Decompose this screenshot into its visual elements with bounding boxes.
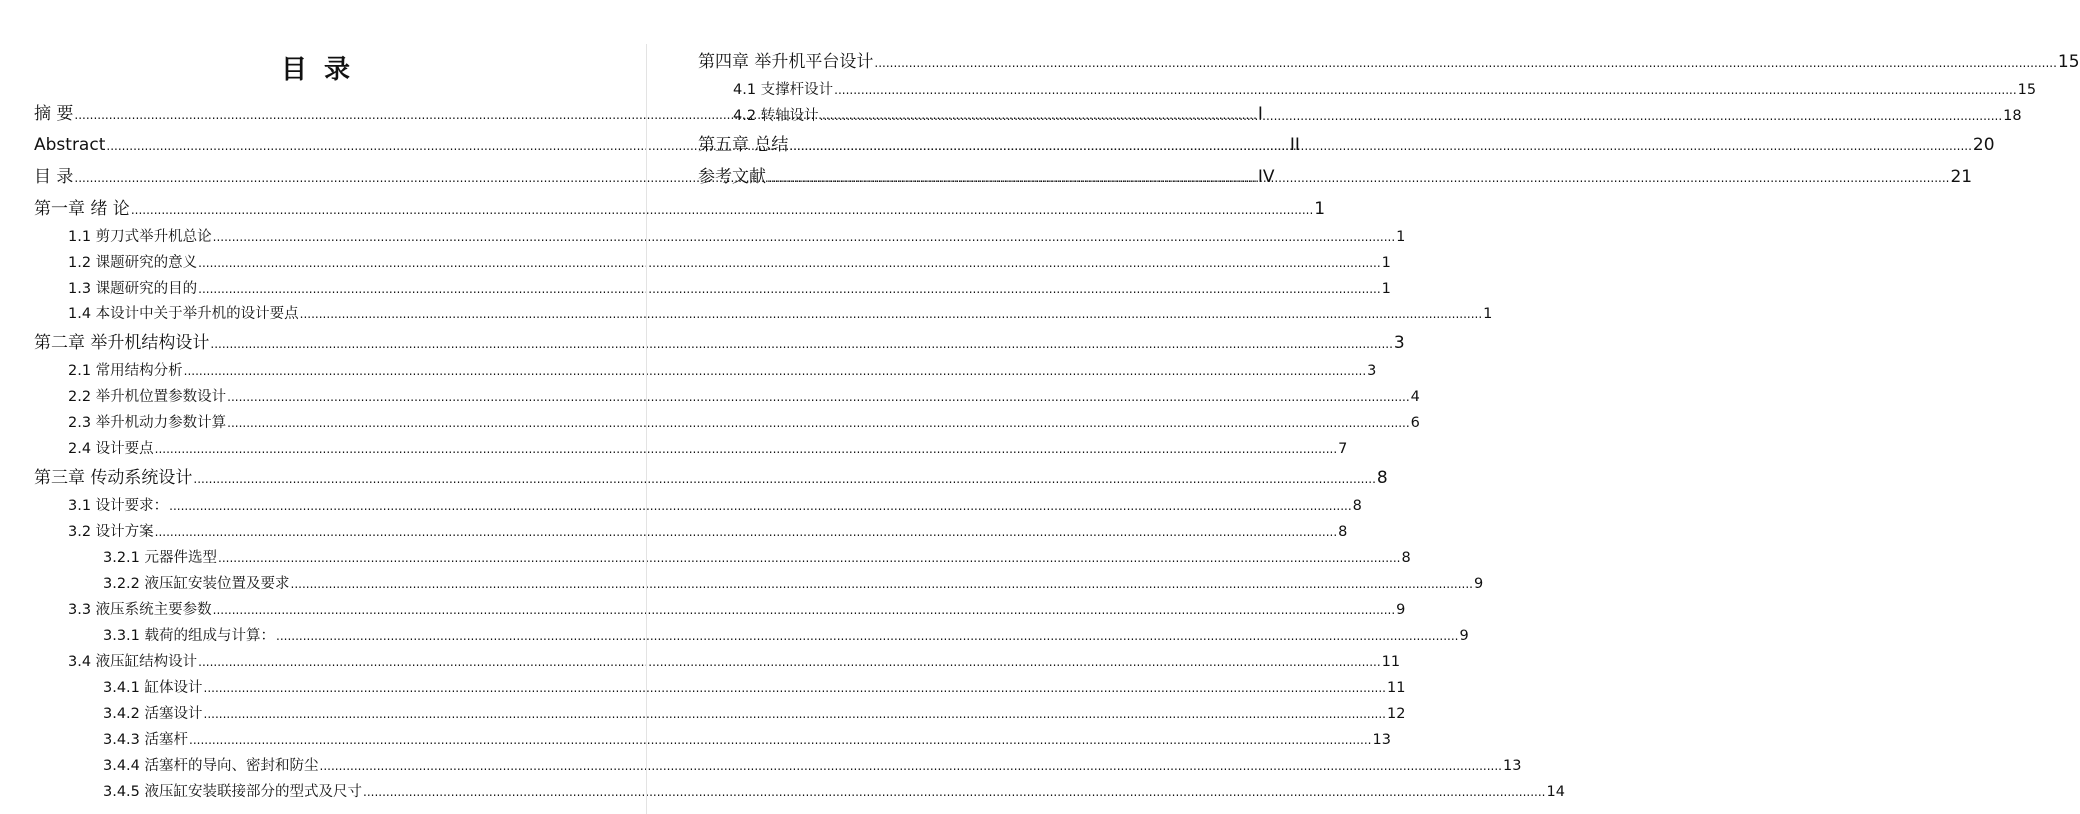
toc-entry-label: 3.3 液压系统主要参数 (68, 602, 212, 618)
toc-entry-label: 第一章 绪 论 (34, 199, 130, 219)
toc-entry-page: 3 (1367, 363, 1377, 379)
toc-entry-label: 3.2 设计方案 (68, 524, 154, 540)
dot-leader (834, 80, 2016, 100)
toc-entry-3-4-5[interactable] (103, 782, 1565, 802)
toc-entry-label: 4.2 转轴设计 (733, 108, 819, 124)
toc-entry-page: 9 (1474, 576, 1484, 592)
toc-entry-label: 2.3 举升机动力参数计算 (68, 415, 227, 431)
page-divider (646, 44, 647, 814)
toc-entry-label: 第五章 总结 (698, 135, 789, 155)
toc-entry-3-4-1[interactable] (103, 678, 1406, 698)
toc-entry-page: 14 (1546, 784, 1565, 800)
toc-entry-1-1[interactable] (68, 227, 1406, 247)
dot-leader (767, 167, 1949, 189)
toc-entry-page: 1 (1483, 306, 1493, 322)
toc-entry-3-1[interactable] (68, 496, 1362, 516)
toc-entry-2-3[interactable] (68, 413, 1420, 433)
toc-entry-label: 第三章 传动系统设计 (34, 468, 193, 488)
dot-leader (789, 135, 1971, 157)
toc-entry-label: 3.1 设计要求： (68, 498, 169, 514)
toc-entry-4-2[interactable] (733, 106, 2022, 126)
toc-entry-chapter-1[interactable] (34, 198, 1326, 221)
toc-entry-label: 3.4.2 活塞设计 (103, 706, 203, 722)
toc-entry-label: 摘 要 (34, 104, 74, 124)
toc-entry-label: 3.4.5 液压缸安装联接部分的型式及尺寸 (103, 784, 363, 800)
toc-entry-3-2-2[interactable] (103, 574, 1484, 594)
toc-entry-page: 18 (2003, 108, 2022, 124)
toc-entry-chapter-3[interactable] (34, 467, 1388, 490)
toc-entry-label: 参考文献 (698, 167, 766, 187)
toc-entry-page: 13 (1372, 732, 1391, 748)
toc-entry-3-3-1[interactable] (103, 626, 1469, 646)
toc-entry-label: 3.2.2 液压缸安装位置及要求 (103, 576, 290, 592)
toc-entry-label: 1.3 课题研究的目的 (68, 281, 198, 297)
toc-entry-page: 12 (1387, 706, 1406, 722)
toc-entry-page: 6 (1410, 415, 1420, 431)
toc-entry-label: 第四章 举升机平台设计 (698, 52, 874, 72)
toc-entry-label: 2.4 设计要点 (68, 441, 154, 457)
toc-entry-label: 2.1 常用结构分析 (68, 363, 183, 379)
toc-entry-page: 11 (1387, 680, 1406, 696)
toc-entry-label: 1.1 剪刀式举升机总论 (68, 229, 212, 245)
toc-entry-label: 3.4.4 活塞杆的导向、密封和防尘 (103, 758, 319, 774)
toc-entry-page: 7 (1338, 441, 1348, 457)
toc-entry-page: 9 (1396, 602, 1406, 618)
toc-entry-page: 21 (1950, 167, 1973, 187)
toc-entry-page: 1 (1381, 281, 1391, 297)
toc-entry-page: I (1257, 104, 1263, 124)
toc-entry-label: Abstract (34, 135, 106, 155)
toc-entry-label: 1.2 课题研究的意义 (68, 255, 198, 271)
toc-entry-4-1[interactable] (733, 80, 2037, 100)
dot-leader (820, 106, 2002, 126)
toc-entry-3-4-3[interactable] (103, 730, 1391, 750)
toc-entry-page: 8 (1401, 550, 1411, 566)
toc-entry-page: 3 (1393, 333, 1405, 353)
toc-entry-3-2[interactable] (68, 522, 1348, 542)
toc-entry-3-4[interactable] (68, 652, 1401, 672)
toc-entry-page: 8 (1376, 468, 1388, 488)
toc-entry-3-3[interactable] (68, 600, 1406, 620)
toc-entry-page: 9 (1459, 628, 1469, 644)
toc-entry-page: II (1289, 135, 1300, 155)
toc-entry-page: 1 (1314, 199, 1326, 219)
toc-entry-1-3[interactable] (68, 279, 1391, 299)
toc-entry-page: 15 (2057, 52, 2080, 72)
toc-entry-label: 第二章 举升机结构设计 (34, 333, 210, 353)
toc-entry-label: 4.1 支撑杆设计 (733, 82, 834, 98)
toc-entry-references[interactable] (698, 166, 1973, 189)
toc-entry-label: 3.3.1 载荷的组成与计算： (103, 628, 276, 644)
toc-entry-label: 3.4.3 活塞杆 (103, 732, 189, 748)
toc-entry-page: 1 (1396, 229, 1406, 245)
toc-entry-label: 2.2 举升机位置参数设计 (68, 389, 227, 405)
toc-entry-2-4[interactable] (68, 439, 1348, 459)
toc-entry-1-4[interactable] (68, 304, 1493, 324)
toc-entry-label: 1.4 本设计中关于举升机的设计要点 (68, 306, 299, 322)
toc-entry-label: 3.4.1 缸体设计 (103, 680, 203, 696)
toc-entry-page: 20 (1972, 135, 1995, 155)
toc-entry-2-1[interactable] (68, 361, 1377, 381)
toc-entry-page: 13 (1503, 758, 1522, 774)
toc-entry-page: 4 (1410, 389, 1420, 405)
toc-entry-chapter-2[interactable] (34, 332, 1405, 355)
toc-title: 目 录 (280, 55, 355, 85)
toc-entry-chapter-4[interactable] (698, 51, 2080, 74)
toc-entry-1-2[interactable] (68, 253, 1391, 273)
toc-entry-page: 15 (2017, 82, 2037, 98)
toc-entry-chapter-5[interactable] (698, 134, 1995, 157)
toc-entry-label: 目 录 (34, 167, 74, 187)
toc-entry-page: 1 (1381, 255, 1391, 271)
toc-entry-page: 8 (1352, 498, 1362, 514)
toc-entry-2-2[interactable] (68, 387, 1420, 407)
toc-entry-label: 3.2.1 元器件选型 (103, 550, 218, 566)
toc-entry-3-4-2[interactable] (103, 704, 1406, 724)
toc-entry-3-2-1[interactable] (103, 548, 1411, 568)
dot-leader (874, 52, 2056, 74)
toc-entry-label: 3.4 液压缸结构设计 (68, 654, 198, 670)
toc-entry-page: 8 (1338, 524, 1348, 540)
toc-entry-page: IV (1257, 167, 1275, 187)
toc-entry-3-4-4[interactable] (103, 756, 1522, 776)
toc-entry-page: 11 (1381, 654, 1401, 670)
